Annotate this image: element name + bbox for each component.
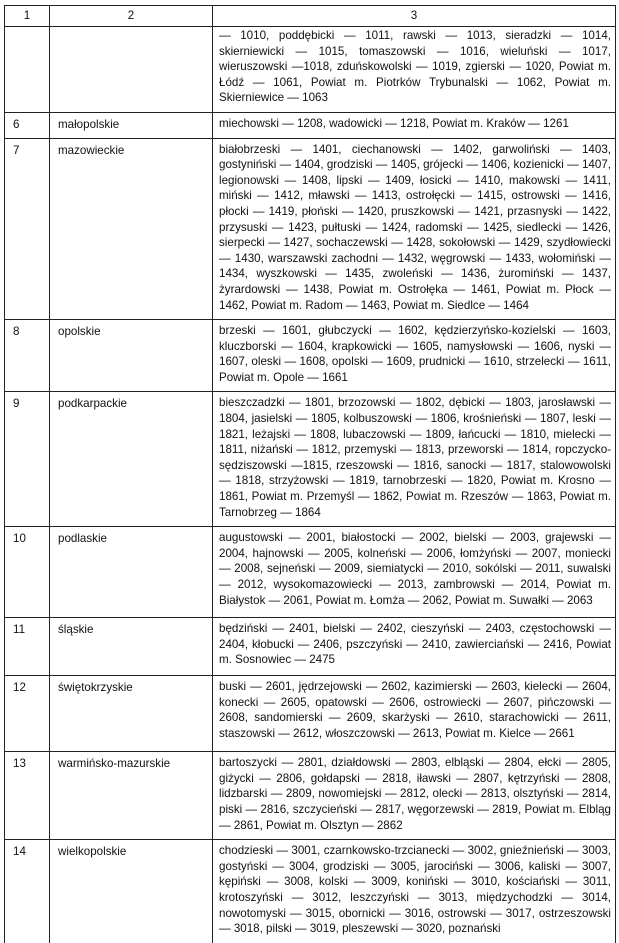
table-row bbox=[5, 676, 616, 752]
powiat-list: buski — 2601, jędrzejowski — 2602, kazimierski — 2603, kielecki — 2604, konecki — 2605, opatowski — 2606, ostrowiecki — 2607, pińczowski — 2608, sandomierski — 2609, skarżyski — 2610, starachowicki — 2611, staszowski — 2612, włoszczowski — 2613, Powiat m. Kielce — 2661 bbox=[213, 676, 616, 752]
voivodeship-name: śląskie bbox=[50, 618, 213, 676]
table-row bbox=[5, 320, 616, 392]
table-row bbox=[5, 138, 616, 320]
voivodeship-name: podkarpackie bbox=[50, 392, 213, 527]
table-row bbox=[5, 27, 616, 113]
table-row bbox=[5, 527, 616, 618]
voivodeship-name: opolskie bbox=[50, 320, 213, 392]
powiat-list: augustowski — 2001, białostocki — 2002, bielski — 2003, grajewski — 2004, hajnowski — 2005, kolneński — 2006, łomżyński — 2007, moniecki — 2008, sejneński — 2009, siemiatycki — 2010, sokólski — 2011, suwalski — 2012, wysokomazowiecki — 2013, zambrowski — 2014, Powiat m. Białystok — 2061, Powiat m. Łomża — 2062, Powiat m. Suwałki — 2063 bbox=[213, 527, 616, 618]
powiat-list: brzeski — 1601, głubczycki — 1602, kędzierzyńsko-kozielski — 1603, kluczborski — 1604, krapkowicki — 1605, namysłowski — 1606, nyski — 1607, oleski — 1608, opolski — 1609, prudnicki — 1610, strzelecki — 1611, Powiat m. Opole — 1661 bbox=[213, 320, 616, 392]
row-number: 14 bbox=[5, 840, 50, 943]
voivodeship-name: wielkopolskie bbox=[50, 840, 213, 943]
powiat-list: bartoszycki — 2801, działdowski — 2803, elbląski — 2804, ełcki — 2805, giżycki — 2806, gołdapski — 2818, iławski — 2807, kętrzyński — 2808, lidzbarski — 2809, nowomiejski — 2812, olecki — 2813, olsztyński — 2814, piski — 2816, szczycieński — 2817, węgorzewski — 2819, Powiat m. Elbląg — 2861, Powiat m. Olsztyn — 2862 bbox=[213, 752, 616, 840]
row-number bbox=[5, 27, 50, 113]
powiat-list: będziński — 2401, bielski — 2402, cieszyński — 2403, częstochowski — 2404, kłobucki — 2406, pszczyński — 2410, zawierciański — 2416, Powiat m. Sosnowiec — 2475 bbox=[213, 618, 616, 676]
table-row bbox=[5, 112, 616, 138]
powiat-list: białobrzeski — 1401, ciechanowski — 1402, garwoliński — 1403, gostyniński — 1404, grodziski — 1405, grójecki — 1406, kozienicki — 1407, legionowski — 1408, lipski — 1409, łosicki — 1410, makowski — 1411, miński — 1412, mławski — 1413, ostrołęcki — 1415, ostrowski — 1416, płocki — 1419, płoński — 1420, pruszkowski — 1421, przasnyski — 1422, przysuski — 1423, pułtuski — 1424, radomski — 1425, siedlecki — 1426, sierpecki — 1427, sochaczewski — 1428, sokołowski — 1429, szydłowiecki — 1430, warszawski zachodni — 1432, węgrowski — 1433, wołomiński — 1434, wyszkowski — 1435, zwoleński — 1436, żuromiński — 1437, żyrardowski — 1438, Powiat m. Ostrołęka — 1461, Powiat m. Płock — 1462, Powiat m. Radom — 1463, Powiat m. Siedlce — 1464 bbox=[213, 138, 616, 320]
row-number: 7 bbox=[5, 138, 50, 320]
row-number: 6 bbox=[5, 112, 50, 138]
powiat-list: miechowski — 1208, wadowicki — 1218, Powiat m. Kraków — 1261 bbox=[213, 112, 616, 138]
table-row bbox=[5, 752, 616, 840]
powiat-code-table bbox=[4, 5, 616, 943]
header-row bbox=[5, 6, 616, 27]
column-header-2: 2 bbox=[50, 6, 213, 27]
column-header-3: 3 bbox=[213, 6, 616, 27]
table-row bbox=[5, 392, 616, 527]
powiat-list: chodzieski — 3001, czarnkowsko-trzcianecki — 3002, gnieźnieński — 3003, gostyński — 3004, grodziski — 3005, jarociński — 3006, kaliski — 3007, kępiński — 3008, kolski — 3009, koniński — 3010, kościański — 3011, krotoszyński — 3012, leszczyński — 3013, międzychodzki — 3014, nowotomyski — 3015, obornicki — 3016, ostrowski — 3017, ostrzeszowski — 3018, pilski — 3019, pleszewski — 3020, poznański bbox=[213, 840, 616, 943]
row-number: 12 bbox=[5, 676, 50, 752]
row-number: 9 bbox=[5, 392, 50, 527]
row-number: 13 bbox=[5, 752, 50, 840]
voivodeship-name: świętokrzyskie bbox=[50, 676, 213, 752]
voivodeship-name bbox=[50, 27, 213, 113]
table-row bbox=[5, 618, 616, 676]
table-row bbox=[5, 840, 616, 943]
row-number: 8 bbox=[5, 320, 50, 392]
column-header-1: 1 bbox=[5, 6, 50, 27]
voivodeship-name: mazowieckie bbox=[50, 138, 213, 320]
voivodeship-name: podlaskie bbox=[50, 527, 213, 618]
powiat-list: bieszczadzki — 1801, brzozowski — 1802, dębicki — 1803, jarosławski — 1804, jasielski — 1805, kolbuszowski — 1806, krośnieński — 1807, leski — 1821, leżajski — 1808, lubaczowski — 1809, łańcucki — 1810, mielecki — 1811, niżański — 1812, przemyski — 1813, przeworski — 1814, ropczycko-sędziszowski —1815, rzeszowski — 1816, sanocki — 1817, stalowowolski — 1818, strzyżowski — 1819, tarnobrzeski — 1820, Powiat m. Krosno — 1861, Powiat m. Przemyśl — 1862, Powiat m. Rzeszów — 1863, Powiat m. Tarnobrzeg — 1864 bbox=[213, 392, 616, 527]
powiat-list: — 1010, poddębicki — 1011, rawski — 1013, sieradzki — 1014, skierniewicki — 1015, tomaszowski — 1016, wieluński — 1017, wieruszowski —1018, zduńskowolski — 1019, zgierski — 1020, Powiat m. Łódź — 1061, Powiat m. Piotrków Trybunalski — 1062, Powiat m. Skierniewice — 1063 bbox=[213, 27, 616, 113]
row-number: 11 bbox=[5, 618, 50, 676]
voivodeship-name: warmińsko-mazurskie bbox=[50, 752, 213, 840]
voivodeship-name: małopolskie bbox=[50, 112, 213, 138]
row-number: 10 bbox=[5, 527, 50, 618]
